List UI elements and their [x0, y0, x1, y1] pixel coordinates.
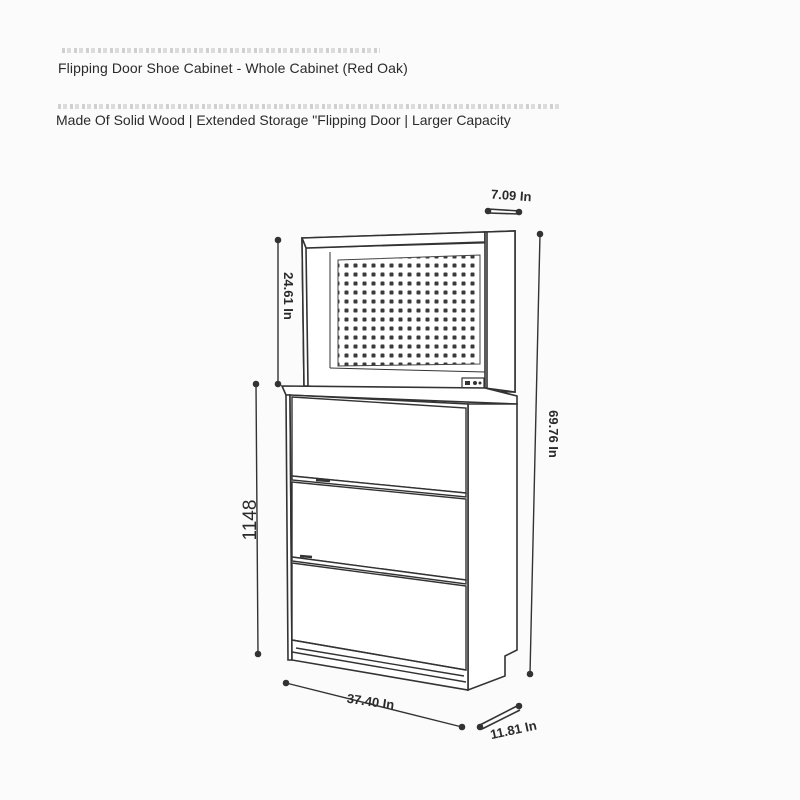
dim-upper-height — [275, 237, 280, 386]
dim-total-height-label: 69.76 In — [546, 410, 561, 458]
dim-total-height — [527, 231, 542, 676]
dim-lower-height-label: 1148 — [240, 499, 261, 541]
flip-door-1 — [292, 397, 466, 497]
dim-depth-label: 11.81 In — [488, 717, 538, 743]
dim-upper-height-label: 24.61 In — [281, 272, 296, 320]
product-subtitle: Made Of Solid Wood | Extended Storage "Flipping Door | Larger Capacity — [56, 112, 511, 128]
pegboard-panel — [338, 255, 480, 366]
product-title: Flipping Door Shoe Cabinet - Whole Cabinet (Red Oak) — [58, 60, 408, 76]
power-socket-strip — [462, 378, 484, 388]
dim-width-label: 37.40 In — [345, 690, 396, 713]
dim-top-depth — [486, 209, 522, 215]
dim-top-depth-label: 7.09 In — [490, 186, 532, 205]
